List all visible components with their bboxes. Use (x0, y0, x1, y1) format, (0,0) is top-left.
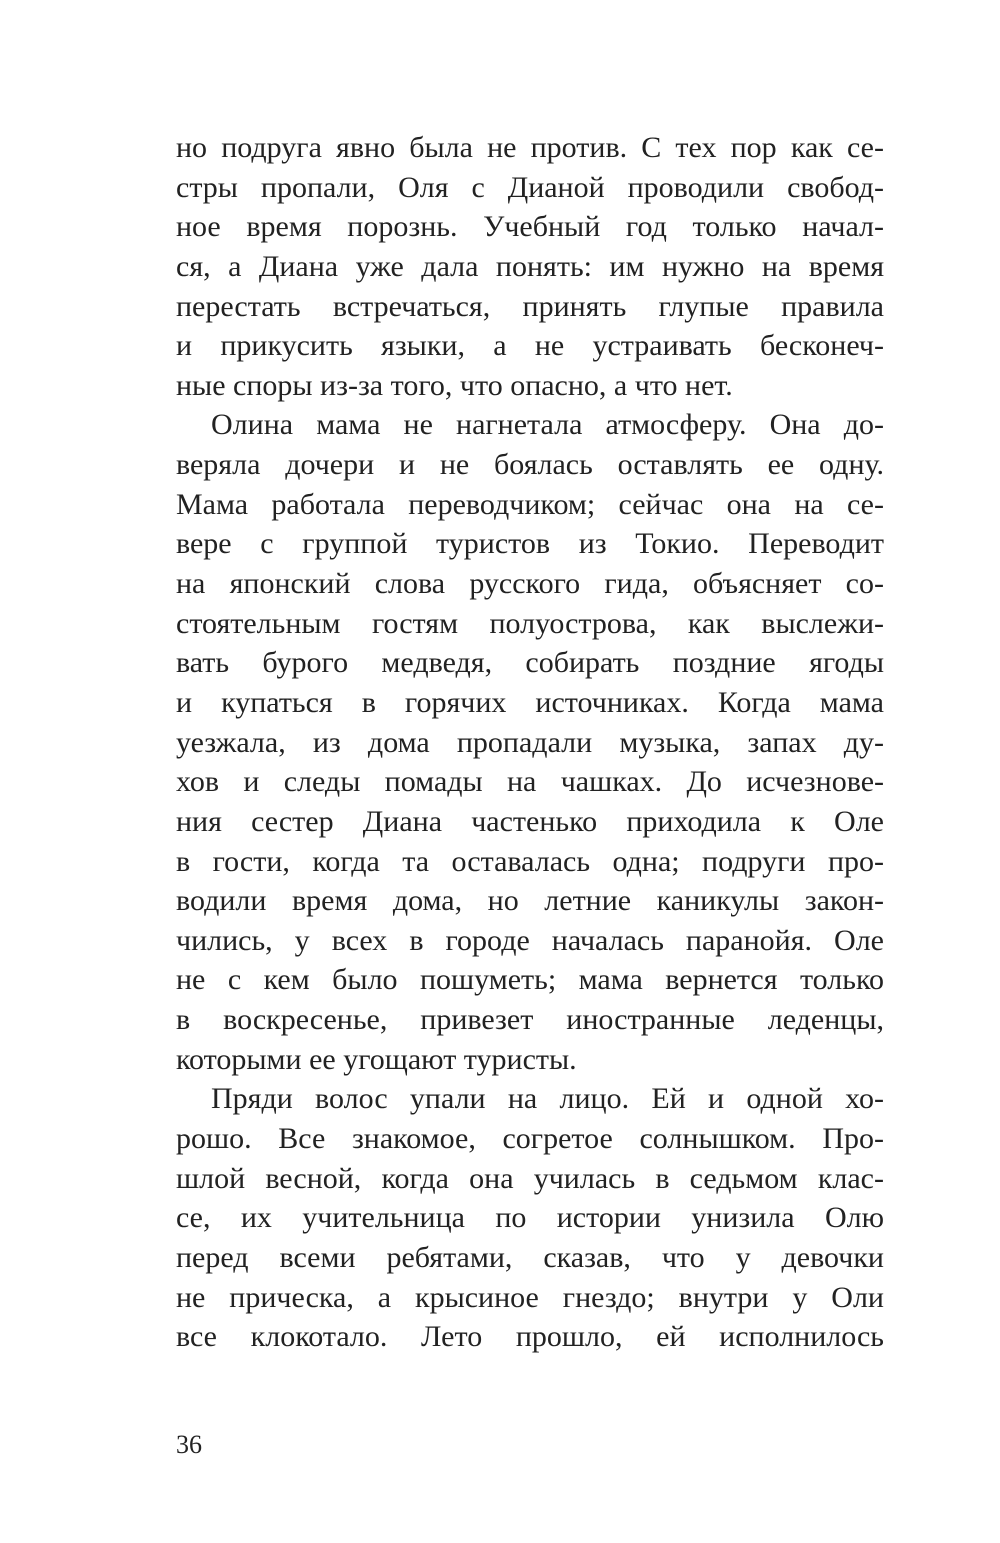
text-line: вать бурого медведя, собирать поздние ягоды (176, 646, 884, 680)
text-line: водили время дома, но летние каникулы закон- (176, 884, 884, 918)
text-line: и прикусить языки, а не устраивать бесконеч- (176, 329, 884, 363)
page-body (176, 128, 884, 1357)
text-line: стры пропали, Оля с Дианой проводили свобод- (176, 170, 884, 204)
text-line: вере с группой туристов из Токио. Переводит (176, 527, 884, 561)
text-line: ся, а Диана уже дала понять: им нужно на время (176, 249, 884, 283)
text-line: рошо. Все знакомое, согретое солнышком. Про- (176, 1122, 884, 1156)
text-line: Мама работала переводчиком; сейчас она на се- (176, 487, 884, 521)
text-line: веряла дочери и не боялась оставлять ее одну. (176, 448, 884, 482)
text-line: в воскресенье, привезет иностранные леденцы, (176, 1003, 884, 1037)
text-line: все клокотало. Лето прошло, ей исполнилось (176, 1320, 884, 1354)
text-line: в гости, когда та оставалась одна; подруги про- (176, 844, 884, 878)
text-line: стоятельным гостям полуострова, как выслежи- (176, 606, 884, 640)
text-line: Пряди волос упали на лицо. Ей и одной хо- (211, 1082, 884, 1116)
text-line: и купаться в горячих источниках. Когда мама (176, 685, 884, 719)
text-line: ное время порознь. Учебный год только начал- (176, 210, 884, 244)
text-line: ные споры из-за того, что опасно, а что нет. (176, 368, 733, 402)
text-line: чились, у всех в городе началась паранойя. Оле (176, 923, 884, 957)
page-number: 36 (176, 1430, 202, 1459)
text-line: но подруга явно была не против. С тех пор как се- (176, 131, 884, 164)
text-line: перед всеми ребятами, сказав, что у девочки (176, 1240, 884, 1274)
text-line: уезжала, из дома пропадали музыка, запах ду- (176, 725, 884, 759)
paragraph (176, 1079, 884, 1356)
paragraph (176, 128, 884, 405)
text-line: не прическа, а крысиное гнездо; внутри у Оли (176, 1280, 884, 1314)
text-line: хов и следы помады на чашках. До исчезнове- (176, 765, 884, 799)
text-line: Олина мама не нагнетала атмосферу. Она до- (211, 408, 884, 442)
text-line: на японский слова русского гида, объясняет со- (176, 567, 884, 601)
text-line: ния сестер Диана частенько приходила к Оле (176, 804, 884, 838)
text-line: шлой весной, когда она училась в седьмом клас- (176, 1161, 884, 1195)
text-line: се, их учительница по истории унизила Олю (176, 1201, 884, 1235)
text-line: не с кем было пошуметь; мама вернется только (176, 963, 884, 997)
text-line: перестать встречаться, принять глупые правила (176, 289, 884, 323)
text-line: которыми ее угощают туристы. (176, 1042, 577, 1076)
paragraph (176, 405, 884, 1079)
